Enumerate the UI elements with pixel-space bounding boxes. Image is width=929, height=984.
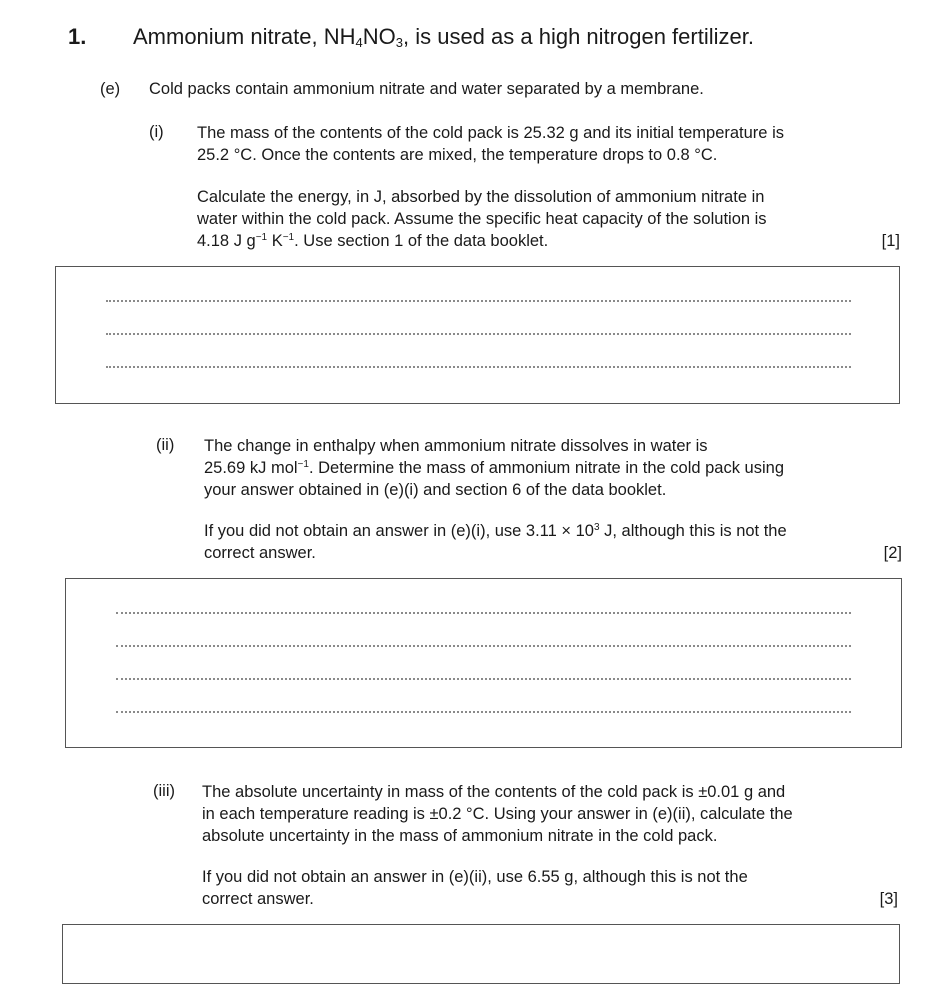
sub-ii-marks: [2]: [883, 544, 902, 562]
answer-line: [116, 711, 851, 713]
answer-line: [116, 612, 851, 614]
sub-i-text: The mass of the contents of the cold pack is 25.32 g and its initial temperature is 25.2 °C. Once the contents are mixed, the temperature drops to 0.8 °C. Calculate the energy, in J, absorbed by the dissolution of ammonium nitrate in water within the cold pack. Assume the specific heat capacity of the solution is 4.18 J $g^{-1}$ $K^{-1}$. Use section 1 of the data booklet.: [197, 124, 784, 250]
answer-line: [106, 333, 851, 335]
question-number: 1.: [68, 24, 87, 49]
answer-line: [116, 678, 851, 680]
answer-box-iii[interactable]: [62, 924, 900, 984]
sub-i-label: (i): [149, 123, 164, 141]
answer-line: [106, 300, 851, 302]
part-e-label: (e): [100, 80, 121, 98]
answer-box-i[interactable]: [55, 266, 900, 404]
sub-ii-label: (ii): [156, 436, 175, 454]
part-e-text: Cold packs contain ammonium nitrate and water separated by a membrane.: [149, 80, 704, 98]
question-title: Ammonium nitrate, $NH_4NO_3$, is used as a high nitrogen fertilizer.: [133, 24, 754, 50]
sub-iii-marks: [3]: [879, 890, 898, 908]
answer-line: [116, 645, 851, 647]
sub-i-marks: [1]: [881, 232, 900, 250]
sub-iii-label: (iii): [153, 782, 175, 800]
answer-line: [106, 366, 851, 368]
sub-ii-text: The change in enthalpy when ammonium nitrate dissolves in water is 25.69 kJ mol$^{-1}$. Determine the mass of ammonium nitrate in the cold pack using your answer obtained in (e)(i) and section 6 of the data booklet. If you did not obtain an answer in (e)(i), use $3.11 \times 10^3$ J, although this is not the correct answer.: [204, 437, 787, 562]
sub-iii-text: The absolute uncertainty in mass of the contents of the cold pack is ±0.01 g and in each temperature reading is ±0.2 °C. Using your answer in (e)(ii), calculate the absolute uncertainty in the mass of ammonium nitrate in the cold pack. If you did not obtain an answer in (e)(ii), use 6.55 g, although this is not the correct answer.: [202, 783, 793, 908]
answer-box-ii[interactable]: [65, 578, 902, 748]
